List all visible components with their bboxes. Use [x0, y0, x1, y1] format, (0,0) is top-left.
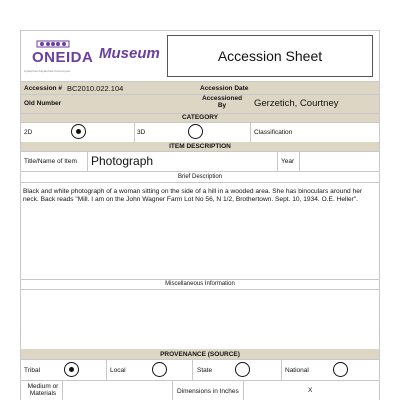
- year-label: Year: [281, 158, 295, 165]
- provenance-tribal-label: Tribal: [24, 367, 41, 374]
- provenance-local-label: Local: [110, 367, 126, 374]
- brief-description-text[interactable]: Black and white photograph of a woman sitting on the side of a hill in a wooded area. She has binoculars around her neck. Back reads "Mill. I am on the John Wagner Farm Lot No 56, N 1/2, Brothertown. Sept. 10, 1934. O.E. Heller".: [23, 188, 363, 204]
- category-3d-label: 3D: [137, 129, 146, 136]
- title-label: Title/Name of Item: [24, 158, 77, 165]
- accessioned-by-label: Accessioned By: [201, 95, 243, 109]
- category-2d-label: 2D: [24, 129, 33, 136]
- radio-selected-dot: [76, 129, 81, 134]
- old-number-label: Old Number: [24, 100, 62, 107]
- item-description-header: ITEM DESCRIPTION: [169, 143, 231, 150]
- category-2d-radio[interactable]: [71, 124, 86, 139]
- logo-tagline: Ayawehsa Kayatohsle Kanonsyote: [24, 69, 71, 73]
- accession-number-label: Accession #: [24, 85, 62, 92]
- provenance-local-radio[interactable]: [152, 362, 167, 377]
- dimensions-separator: X: [308, 387, 313, 394]
- oneida-logo: [21, 31, 106, 79]
- radio-selected-dot: [69, 367, 74, 372]
- classification-label: Classification: [254, 129, 293, 136]
- dimensions-label: Dimensions in Inches: [177, 388, 239, 395]
- accession-number-field[interactable]: BC2010.022.104: [67, 84, 124, 93]
- misc-info-label: Miscellaneous Information: [165, 281, 235, 287]
- accessioned-by-field[interactable]: Gerzetich, Courtney: [254, 98, 339, 109]
- accession-sheet: [20, 30, 380, 400]
- provenance-state-radio[interactable]: [235, 362, 250, 377]
- provenance-tribal-radio[interactable]: [64, 362, 79, 377]
- sheet-title-text: Accession Sheet: [217, 48, 323, 64]
- logo-text: ONEIDA: [32, 49, 94, 66]
- provenance-header: PROVENANCE (SOURCE): [160, 351, 240, 358]
- provenance-national-label: National: [285, 367, 309, 374]
- museum-title: Museum: [99, 45, 160, 62]
- provenance-national-radio[interactable]: [333, 362, 348, 377]
- title-field[interactable]: Photograph: [91, 154, 154, 168]
- brief-description-label: Brief Description: [177, 174, 222, 180]
- category-3d-radio[interactable]: [188, 124, 203, 139]
- wampum-emblem-icon: [36, 39, 70, 49]
- accession-date-label: Accession Date: [200, 85, 249, 92]
- sheet-title: [167, 35, 373, 77]
- category-header: CATEGORY: [181, 114, 219, 121]
- medium-materials-label: Medium or Materials: [27, 383, 59, 397]
- provenance-state-label: State: [197, 367, 213, 374]
